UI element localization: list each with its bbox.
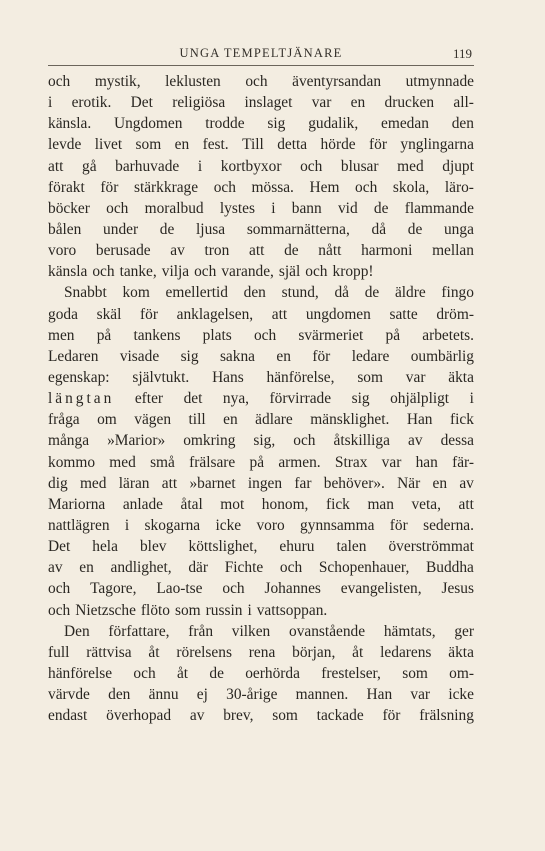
word: av (189, 707, 205, 725)
word: Ledaren (48, 347, 99, 365)
word: de (373, 199, 389, 217)
text-line (48, 282, 474, 303)
word: Snabbt (64, 284, 107, 302)
word: russin (205, 601, 243, 619)
word: stund, (281, 284, 319, 302)
word: blev (139, 538, 167, 556)
word: läro- (444, 178, 474, 196)
word: och (106, 199, 129, 217)
word: frälsning (419, 707, 474, 725)
word: och (194, 263, 217, 281)
word: ungdomen (305, 305, 371, 323)
word: men (48, 326, 75, 344)
word: då (371, 220, 387, 238)
word: nattlägren (48, 516, 110, 534)
word: på (249, 453, 265, 471)
word: vägen (134, 411, 172, 429)
text-line (48, 705, 474, 726)
word: åtskilliga (333, 432, 390, 450)
word: tackade (316, 707, 364, 725)
word: Det (130, 94, 153, 112)
word: Det (48, 538, 71, 556)
word: emellertid (165, 284, 228, 302)
page-number: 119 (452, 46, 472, 61)
word: äkta (448, 643, 474, 661)
word: sig (267, 115, 286, 133)
word: överströmmat (388, 538, 474, 556)
word: att (249, 242, 265, 260)
word: den (108, 686, 131, 704)
word: far (294, 474, 312, 492)
word: nått (318, 242, 342, 260)
word: anlade (122, 495, 163, 513)
word: känsla (48, 263, 88, 281)
word: endast (48, 707, 88, 725)
word: av (170, 242, 185, 260)
word: gudalik, (308, 115, 359, 133)
word: de (364, 284, 380, 302)
word: och (48, 580, 71, 598)
word: hänförelse, (266, 368, 335, 386)
word: ohjälpligt (390, 390, 450, 408)
word: och (92, 263, 115, 281)
word: då (334, 284, 350, 302)
word: för (100, 178, 119, 196)
word: och (279, 559, 303, 577)
word: och (253, 326, 277, 344)
word: en (432, 474, 448, 492)
word: arbetets. (422, 326, 474, 344)
word: Han (366, 686, 393, 704)
word: åtal (180, 495, 203, 513)
word: andlighet, (110, 559, 172, 577)
word: äkta (448, 368, 474, 386)
word: de (159, 220, 175, 238)
text-line (48, 177, 474, 198)
word: efter (134, 390, 164, 408)
text-line (48, 113, 474, 134)
word: djupt (442, 157, 474, 175)
word: sederna. (423, 516, 474, 534)
word: han (415, 453, 438, 471)
word: rättvisa (86, 643, 132, 661)
word: Den (64, 622, 90, 640)
word: mot (220, 495, 245, 513)
word: var (311, 94, 332, 112)
word: gå (82, 157, 97, 175)
word: gynnsamma (300, 516, 375, 534)
word: ehuru (279, 538, 315, 556)
word: Nietzsche (75, 601, 136, 619)
word: goda (48, 305, 78, 323)
word: vilja (161, 263, 190, 281)
word: dig (48, 474, 68, 492)
word: kom (122, 284, 150, 302)
word: emedan (381, 115, 429, 133)
word: unga (443, 220, 474, 238)
word: voro (256, 516, 285, 534)
word: skola, (392, 178, 430, 196)
text-line (48, 219, 474, 240)
text-line (48, 388, 474, 409)
word: i (124, 516, 130, 534)
word: lystes (219, 199, 255, 217)
word: och (305, 263, 328, 281)
word: och (245, 73, 268, 90)
word: kropp! (332, 263, 374, 281)
word: dessa (440, 432, 474, 450)
word: Lao-tse (156, 580, 203, 598)
word: fingo (441, 284, 474, 302)
word: en (276, 347, 291, 365)
word: rena (248, 643, 276, 661)
word: de (284, 242, 299, 260)
word: stärkkrage (133, 178, 199, 196)
word: överhopad (106, 707, 172, 725)
word: livet (94, 136, 123, 154)
word: frälsare (189, 453, 236, 471)
word: att (161, 474, 178, 492)
body-text (48, 71, 474, 726)
word: den (451, 115, 474, 133)
word: Hans (212, 368, 244, 386)
word: bann (291, 199, 322, 217)
word: leklusten (165, 73, 221, 90)
text-line (48, 367, 474, 388)
word: i (247, 601, 252, 619)
word: fråga (48, 411, 80, 429)
word: drucken (384, 94, 435, 112)
word: var (410, 686, 431, 704)
word: Buddha (426, 559, 474, 577)
word: förvirrade (269, 390, 332, 408)
word: Schopenhauer, (318, 559, 410, 577)
word: hörde (320, 136, 356, 154)
word: levde (48, 136, 82, 154)
word: självtukt. (132, 368, 190, 386)
word: äventyrsandan (292, 73, 382, 90)
word: satte (389, 305, 418, 323)
text-line (48, 600, 474, 621)
word: som (135, 136, 162, 154)
word: vid (337, 199, 358, 217)
word: att (271, 305, 288, 323)
text-line (48, 557, 474, 578)
word: inslaget (244, 94, 293, 112)
word: Han (406, 411, 433, 429)
word: från (188, 622, 214, 640)
word: det (183, 390, 203, 408)
word: och (222, 580, 245, 598)
word: många (48, 432, 90, 450)
word: tanke, (119, 263, 157, 281)
word: hämtats, (383, 622, 436, 640)
text-line (48, 325, 474, 346)
word: de (209, 664, 224, 682)
word: voro (48, 242, 77, 260)
word: sig (180, 347, 199, 365)
word: små (150, 453, 175, 471)
word: frestelser, (321, 664, 381, 682)
word: om- (449, 664, 474, 682)
word: i (197, 157, 203, 175)
running-title: UNGA TEMPELTJÄNARE (179, 46, 343, 60)
word: armen. (278, 453, 321, 471)
word: var (405, 368, 426, 386)
word: ingen (247, 474, 283, 492)
word: Mariorna (48, 495, 106, 513)
text-line (48, 515, 474, 536)
word: en (79, 559, 94, 577)
text-line (48, 304, 474, 325)
word: en (350, 94, 366, 112)
word: Hem (309, 178, 340, 196)
word: Johannes (264, 580, 321, 598)
word: författare, (108, 622, 170, 640)
word: åt (352, 643, 364, 661)
word: harmoni (361, 242, 413, 260)
word: böcker (48, 199, 90, 217)
word: nya, (222, 390, 249, 408)
word: i (271, 199, 276, 217)
word: ledare (351, 347, 390, 365)
word: för (382, 707, 401, 725)
word: oerhörda (245, 664, 300, 682)
word: i (48, 94, 53, 112)
word: och (300, 157, 323, 175)
word: i (469, 390, 474, 408)
word: åt (176, 664, 189, 682)
word: och (48, 73, 71, 90)
word: talen (336, 538, 367, 556)
word: 30-årige (226, 686, 278, 704)
word: och (213, 178, 236, 196)
text-line (48, 134, 474, 155)
word: full (48, 643, 70, 661)
word: hela (92, 538, 118, 556)
word: mellan (432, 242, 474, 260)
word: köttslighet, (188, 538, 258, 556)
word: ädlare (255, 411, 293, 429)
word: »barnet (189, 474, 236, 492)
word: varande, (221, 263, 274, 281)
word: början, (292, 643, 336, 661)
word: När (397, 474, 421, 492)
word: av (48, 559, 63, 577)
word: att (458, 495, 474, 513)
text-line (48, 494, 474, 515)
word: mystik, (94, 73, 141, 90)
word: var (381, 453, 402, 471)
word: känsla. (48, 115, 92, 133)
word: under (103, 220, 139, 238)
text-line (48, 346, 474, 367)
word: kortbyxor (220, 157, 282, 175)
word: och (48, 601, 71, 619)
word: Strax (334, 453, 368, 471)
word: Fichte (224, 559, 264, 577)
word: för (312, 347, 331, 365)
word: vilken (231, 622, 271, 640)
word: själ (278, 263, 301, 281)
word: vattsoppan. (256, 601, 328, 619)
word: den (243, 284, 266, 302)
word: ljusa (196, 220, 226, 238)
word: barhuvade (115, 157, 180, 175)
word: åt (148, 643, 160, 661)
word: sig, (253, 432, 276, 450)
word: där (188, 559, 208, 577)
text-line (48, 71, 474, 92)
word: längtan (48, 390, 115, 408)
word: med (397, 157, 424, 175)
text-line (48, 261, 474, 282)
word: tankens (133, 326, 181, 344)
word: omkring (183, 432, 236, 450)
text-line (48, 156, 474, 177)
word: en (174, 136, 190, 154)
text-line (48, 409, 474, 430)
word: med (109, 453, 136, 471)
word: tron (204, 242, 230, 260)
running-header (48, 38, 474, 60)
word: de (407, 220, 423, 238)
text-line (48, 578, 474, 599)
word: för (389, 516, 408, 534)
word: och (293, 432, 316, 450)
word: sakna (219, 347, 255, 365)
word: erotik. (71, 94, 112, 112)
word: fick (325, 495, 350, 513)
word: Tagore, (90, 580, 137, 598)
word: blusar (340, 157, 379, 175)
word: på (385, 326, 401, 344)
text-line (48, 684, 474, 705)
text-line (48, 92, 474, 113)
word: sommarnätterna, (246, 220, 350, 238)
word: anklagelsen, (176, 305, 254, 323)
word: rörelsens (176, 643, 232, 661)
word: läran (118, 474, 150, 492)
word: ynglingarna (400, 136, 474, 154)
word: av (459, 474, 474, 492)
word: man (367, 495, 394, 513)
text-line (48, 642, 474, 663)
word: som (175, 601, 201, 619)
word: av (408, 432, 423, 450)
text-line (48, 473, 474, 494)
text-line (48, 430, 474, 451)
text-line (48, 536, 474, 557)
header-rule (48, 65, 474, 66)
text-line (48, 240, 474, 261)
word: veta, (411, 495, 441, 513)
word: för (369, 136, 387, 154)
word: värvde (48, 686, 90, 704)
word: flammande (404, 199, 474, 217)
text-line (48, 663, 474, 684)
word: fick (450, 411, 474, 429)
word: oumbärlig (410, 347, 474, 365)
word: sig (351, 390, 370, 408)
text-line (48, 621, 474, 642)
word: icke (448, 686, 474, 704)
word: mössa. (251, 178, 294, 196)
word: för (140, 305, 158, 323)
word: fär- (452, 453, 474, 471)
word: att (48, 157, 64, 175)
word: icke (215, 516, 242, 534)
word: behöver». (323, 474, 385, 492)
word: egenskap: (48, 368, 110, 386)
word: som (402, 664, 428, 682)
word: ovanstående (289, 622, 366, 640)
word: brev, (223, 707, 254, 725)
word: en (223, 411, 238, 429)
word: bålen (48, 220, 82, 238)
word: ger (454, 622, 474, 640)
word: detta (277, 136, 308, 154)
word: religiösa (172, 94, 226, 112)
word: honom, (261, 495, 309, 513)
word: skogarna (144, 516, 201, 534)
word: »Marior» (107, 432, 166, 450)
word: äldre (394, 284, 426, 302)
text-line (48, 198, 474, 219)
word: Till (242, 136, 264, 154)
word: ledarens (380, 643, 432, 661)
word: evangelisten, (340, 580, 422, 598)
word: till (188, 411, 206, 429)
word: mannen. (295, 686, 349, 704)
word: som (357, 368, 383, 386)
word: trodde (205, 115, 245, 133)
word: Ungdomen (114, 115, 183, 133)
word: på (96, 326, 112, 344)
word: flöto (140, 601, 170, 619)
word: förakt (48, 178, 85, 196)
word: moralbud (144, 199, 204, 217)
word: ej (196, 686, 208, 704)
word: svärmeriet (298, 326, 364, 344)
word: mänsklighet. (310, 411, 390, 429)
word: och (355, 178, 378, 196)
word: dröm- (436, 305, 474, 323)
text-line (48, 452, 474, 473)
word: fest. (202, 136, 229, 154)
word: med (79, 474, 107, 492)
word: som (272, 707, 298, 725)
word: ännu (148, 686, 179, 704)
word: visade (119, 347, 160, 365)
word: skäl (96, 305, 122, 323)
word: kommo (48, 453, 96, 471)
word: plats (202, 326, 232, 344)
word: hänförelse (48, 664, 113, 682)
word: berusade (95, 242, 151, 260)
word: all- (453, 94, 474, 112)
word: utmynnade (405, 73, 474, 90)
word: om (97, 411, 117, 429)
word: och (133, 664, 156, 682)
word: Jesus (441, 580, 474, 598)
